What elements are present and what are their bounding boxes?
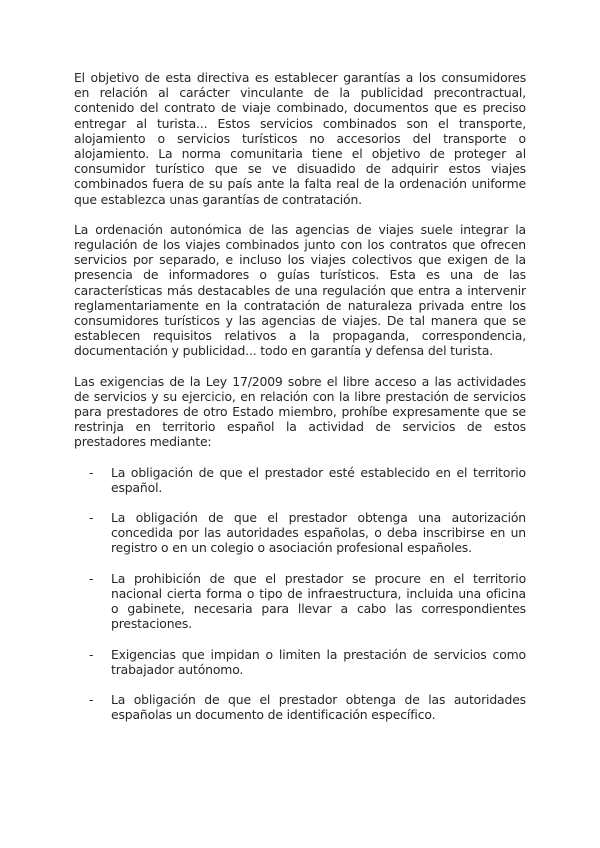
list-item-text: La obligación de que el prestador obtenga de las autoridades españolas un documento de identificación específico. <box>111 691 526 723</box>
list-item <box>74 571 526 632</box>
list-item-text: La obligación de que el prestador esté establecido en el territorio español. <box>111 464 526 495</box>
list-item <box>74 692 526 722</box>
list-item-text: Exigencias que impidan o limiten la prestación de servicios como trabajador autónomo. <box>111 646 526 677</box>
paragraph-autonomic-regulation: La ordenación autonómica de las agencias de viajes suele integrar la regulación de los viajes combinados junto con los contratos que ofrecen servicios por separado, e incluso los viajes colectivos que exigen de la presencia de informadores o guías turísticos. Esta es una de las características más destacables de una regulación que entra a intervenir reglamentariamente en la contratación de naturaleza privada entre los consumidores turísticos y las agencias de viajes. De tal manera que se establecen requisitos relativos a la propaganda, correspondencia, documentación y publicidad... todo en garantía y defensa del turista. <box>74 221 526 359</box>
dash-bullet-icon: - <box>89 510 94 526</box>
list-item-text: La prohibición de que el prestador se procure en el territorio nacional cierta forma o tipo de infraestructura, incluida una oficina o gabinete, necesaria para llevar a cabo las correspondientes prestaciones. <box>111 570 526 632</box>
list-item <box>74 510 526 556</box>
paragraph-ley-17-2009: Las exigencias de la Ley 17/2009 sobre el libre acceso a las actividades de servicios y su ejercicio, en relación con la libre prestación de servicios para prestadores de otro Estado miembro, prohíbe expresamente que se restrinja en territorio español la actividad de servicios de estos prestadores mediante: <box>74 373 526 450</box>
list-item-text: La obligación de que el prestador obtenga una autorización concedida por las autoridades españolas, o deba inscribirse en un registro o en un colegio o asociación profesional españoles. <box>111 510 526 556</box>
list-item <box>74 647 526 677</box>
dash-bullet-icon: - <box>89 691 94 707</box>
dash-bullet-icon: - <box>89 646 94 662</box>
dash-bullet-icon: - <box>89 464 94 480</box>
dash-bullet-icon: - <box>89 570 94 586</box>
list-item <box>74 465 526 495</box>
restrictions-list <box>74 465 526 723</box>
document-page <box>74 70 526 737</box>
paragraph-directive-objective: El objetivo de esta directiva es establecer garantías a los consumidores en relación al carácter vinculante de la publicidad precontractual, contenido del contrato de viaje combinado, documentos que es preciso entregar al turista... Estos servicios combinados son el transporte, alojamiento o servicios turísticos no accesorios del transporte o alojamiento. La norma comunitaria tiene el objetivo de proteger al consumidor turístico que se ve disuadido de adquirir estos viajes combinados fuera de su país ante la falta real de la ordenación uniforme que establezca unas garantías de contratación. <box>74 70 526 207</box>
